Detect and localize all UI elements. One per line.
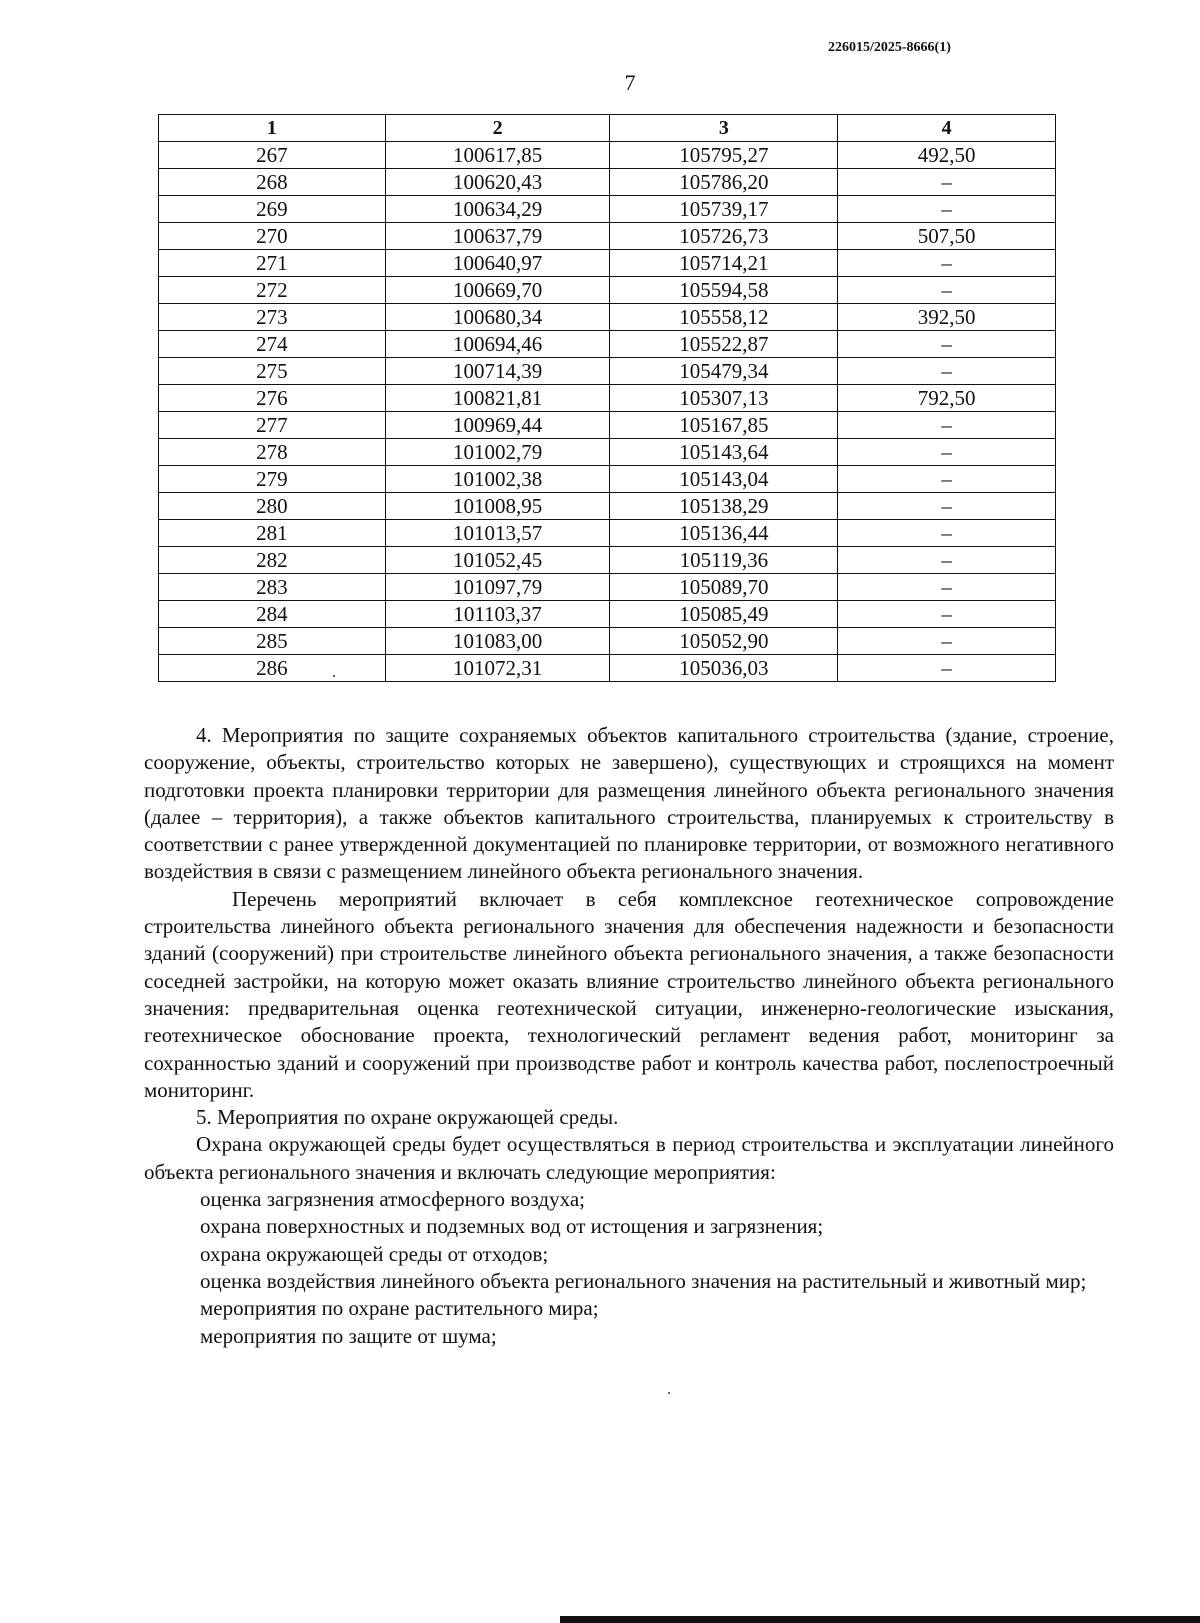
- table-row: [159, 601, 1056, 628]
- table-cell: 285: [159, 628, 386, 655]
- table-cell: 101083,00: [385, 628, 610, 655]
- table-cell: 100620,43: [385, 169, 610, 196]
- table-cell: 273: [159, 304, 386, 331]
- table-cell: 101008,95: [385, 493, 610, 520]
- table-cell: 269: [159, 196, 386, 223]
- table-cell: –: [838, 358, 1056, 385]
- table-cell: 284: [159, 601, 386, 628]
- coordinates-table: [158, 114, 1056, 682]
- table-cell: –: [838, 466, 1056, 493]
- table-cell: 281: [159, 520, 386, 547]
- table-cell: –: [838, 493, 1056, 520]
- column-header: 3: [610, 115, 838, 142]
- table-cell: 105594,58: [610, 277, 838, 304]
- measure-item: мероприятия по защите от шума;: [200, 1323, 497, 1348]
- table-row: [159, 358, 1056, 385]
- scan-bottom-edge: [560, 1616, 1200, 1623]
- table-cell: 101052,45: [385, 547, 610, 574]
- measure-item: оценка воздействия линейного объекта регионального значения на растительный и животный мир;: [200, 1268, 1087, 1293]
- table-cell: 276: [159, 385, 386, 412]
- table-row: [159, 547, 1056, 574]
- table-cell: 280: [159, 493, 386, 520]
- table-cell: –: [838, 412, 1056, 439]
- document-id: 226015/2025-8666(1): [828, 40, 951, 55]
- table-row: [159, 493, 1056, 520]
- table-cell: 100969,44: [385, 412, 610, 439]
- table-cell: 105138,29: [610, 493, 838, 520]
- table-row: [159, 142, 1056, 169]
- table-cell: 792,50: [838, 385, 1056, 412]
- table-cell: 267: [159, 142, 386, 169]
- table-cell: 100714,39: [385, 358, 610, 385]
- table-cell: –: [838, 520, 1056, 547]
- column-header: 1: [159, 115, 386, 142]
- table-header-row: [159, 115, 1056, 142]
- column-header: 4: [838, 115, 1056, 142]
- table-cell: 105307,13: [610, 385, 838, 412]
- table-cell: 101072,31: [385, 655, 610, 682]
- scan-speck: [333, 675, 335, 677]
- table-row: [159, 439, 1056, 466]
- table-cell: –: [838, 169, 1056, 196]
- table-cell: 105119,36: [610, 547, 838, 574]
- section-5-intro: Охрана окружающей среды будет осуществляться в период строительства и эксплуатации линейного объекта регионального значения и включать следующие мероприятия:: [144, 1132, 1114, 1184]
- table-cell: –: [838, 628, 1056, 655]
- table-row: [159, 331, 1056, 358]
- table-cell: 100640,97: [385, 250, 610, 277]
- table-cell: 105714,21: [610, 250, 838, 277]
- table-cell: 105089,70: [610, 574, 838, 601]
- section-5-heading: 5. Мероприятия по охране окружающей среды.: [196, 1105, 619, 1130]
- table-cell: 282: [159, 547, 386, 574]
- table-cell: 101002,38: [385, 466, 610, 493]
- table-cell: 507,50: [838, 223, 1056, 250]
- table-cell: 105167,85: [610, 412, 838, 439]
- scan-speck: [668, 1392, 670, 1394]
- table-cell: 392,50: [838, 304, 1056, 331]
- table-cell: 100694,46: [385, 331, 610, 358]
- table-cell: 101013,57: [385, 520, 610, 547]
- column-header: 2: [385, 115, 610, 142]
- measure-item: охрана окружающей среды от отходов;: [200, 1241, 549, 1266]
- measure-item: мероприятия по охране растительного мира;: [200, 1296, 599, 1321]
- table-cell: 105085,49: [610, 601, 838, 628]
- table-row: [159, 385, 1056, 412]
- table-cell: 100669,70: [385, 277, 610, 304]
- measure-item: оценка загрязнения атмосферного воздуха;: [200, 1187, 585, 1212]
- table-cell: 270: [159, 223, 386, 250]
- table-cell: 105143,64: [610, 439, 838, 466]
- table-cell: 100617,85: [385, 142, 610, 169]
- table-row: [159, 574, 1056, 601]
- table-cell: 101103,37: [385, 601, 610, 628]
- table-cell: –: [838, 574, 1056, 601]
- table-cell: 268: [159, 169, 386, 196]
- table-row: [159, 412, 1056, 439]
- table-cell: 274: [159, 331, 386, 358]
- table-cell: 101097,79: [385, 574, 610, 601]
- table-cell: –: [838, 277, 1056, 304]
- measures-list-paragraph: Перечень мероприятий включает в себя комплексное геотехническое сопровождение строительства линейного объекта регионального значения для обеспечения надежности и безопасности зданий (сооружений) при строительстве линейного объекта регионального значения, а также безопасности соседней застройки, на которую может оказать влияние строительство линейного объекта регионального значения: предварительная оценка геотехнической ситуации, инженерно-геологические изыскания, геотехническое обоснование проекта, технологический регламент ведения работ, мониторинг за сохранностью зданий и сооружений при производстве работ и контроль качества работ, послепостроечный мониторинг.: [144, 886, 1114, 1102]
- table-cell: –: [838, 655, 1056, 682]
- table-cell: 105739,17: [610, 196, 838, 223]
- table-cell: –: [838, 601, 1056, 628]
- table-cell: 277: [159, 412, 386, 439]
- table-row: [159, 196, 1056, 223]
- table-cell: 105726,73: [610, 223, 838, 250]
- table-row: [159, 628, 1056, 655]
- table-row: [159, 466, 1056, 493]
- table-cell: –: [838, 331, 1056, 358]
- table-cell: 105052,90: [610, 628, 838, 655]
- table-row: [159, 655, 1056, 682]
- table-cell: 105522,87: [610, 331, 838, 358]
- table-cell: 100634,29: [385, 196, 610, 223]
- table-row: [159, 169, 1056, 196]
- table-cell: 283: [159, 574, 386, 601]
- table-cell: 492,50: [838, 142, 1056, 169]
- table-cell: 105786,20: [610, 169, 838, 196]
- table-cell: 100637,79: [385, 223, 610, 250]
- table-cell: –: [838, 439, 1056, 466]
- table-cell: –: [838, 547, 1056, 574]
- section-4-paragraph: 4. Мероприятия по защите сохраняемых объектов капитального строительства (здание, строение, сооружение, объекты, строительство которых не завершено), существующих и строящихся на момент подготовки проекта планировки территории для размещения линейного объекта регионального значения (далее – территория), а также объектов капитального строительства, планируемых к строительству в соответствии с ранее утвержденной документацией по планировке территории, от возможного негативного воздействия в связи с размещением линейного объекта регионального значения.: [144, 723, 1114, 884]
- table-cell: 105558,12: [610, 304, 838, 331]
- page-number: 7: [624, 70, 636, 95]
- table-cell: 272: [159, 277, 386, 304]
- table-cell: 286: [159, 655, 386, 682]
- table-cell: 105143,04: [610, 466, 838, 493]
- table-row: [159, 277, 1056, 304]
- table-cell: 105479,34: [610, 358, 838, 385]
- measure-item: охрана поверхностных и подземных вод от истощения и загрязнения;: [200, 1214, 824, 1239]
- table-cell: –: [838, 250, 1056, 277]
- document-body: [144, 722, 1114, 1350]
- table-row: [159, 304, 1056, 331]
- table-cell: 105136,44: [610, 520, 838, 547]
- table-body: [159, 142, 1056, 682]
- table-cell: 105036,03: [610, 655, 838, 682]
- table-cell: 101002,79: [385, 439, 610, 466]
- table-cell: 275: [159, 358, 386, 385]
- table-cell: 278: [159, 439, 386, 466]
- table-cell: 100821,81: [385, 385, 610, 412]
- table-row: [159, 520, 1056, 547]
- table-cell: 100680,34: [385, 304, 610, 331]
- table-row: [159, 250, 1056, 277]
- table-row: [159, 223, 1056, 250]
- table-cell: 271: [159, 250, 386, 277]
- table-cell: 105795,27: [610, 142, 838, 169]
- table-cell: –: [838, 196, 1056, 223]
- table-cell: 279: [159, 466, 386, 493]
